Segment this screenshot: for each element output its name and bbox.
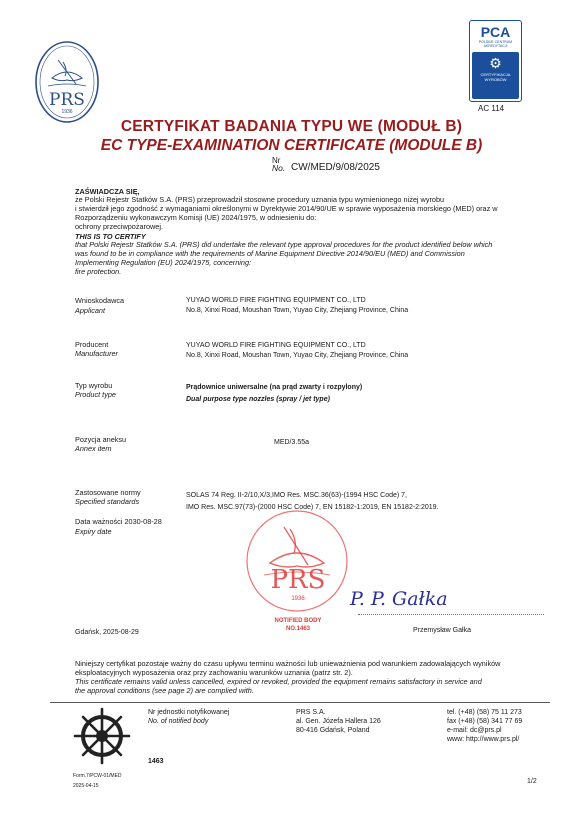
expiry-date: Data ważności 2030-08-28	[75, 517, 162, 526]
pca-cert1: CERTYFIKACJA	[480, 72, 511, 77]
pca-cert2: WYROBÓW	[484, 77, 507, 82]
statement-heading-pl: ZAŚWIADCZA SIĘ,	[75, 187, 140, 196]
ac-number: AC 114	[478, 104, 505, 113]
form-number: Form.7/PCW-01/MED	[73, 773, 122, 779]
standards-line: SOLAS 74 Reg. II-2/10,X/3,IMO Res. MSC.36(63)-(1994 HSC Code) 7,	[186, 492, 407, 499]
type-label-en: Product type	[75, 390, 116, 399]
validity-en: This certificate remains valid unless cancelled, expired or revoked, provided the equipment remains satisfactory in service and	[75, 677, 482, 686]
producer-name: YUYAO WORLD FIRE FIGHTING EQUIPMENT CO., LTD	[186, 342, 366, 349]
standards-label-en: Specified standards	[75, 497, 140, 506]
statement-pl-line: że Polski Rejestr Statków S.A. (PRS) przeprowadził stosowne procedury uznania typu wymienionego niżej wyrobu	[75, 195, 445, 204]
applicant-label-en: Applicant	[75, 306, 106, 315]
stamp-nb-line2: NO.1463	[285, 626, 310, 632]
stamp-year: 1936	[291, 596, 305, 602]
stamp-nb-line1: NOTIFIED BODY	[274, 618, 322, 624]
applicant-address: No.8, Xinxi Road, Moushan Town, Yuyao City, Zhejiang Province, China	[186, 307, 409, 314]
place-date: Gdańsk, 2025-08-29	[75, 629, 139, 636]
applicant-name: YUYAO WORLD FIRE FIGHTING EQUIPMENT CO., LTD	[186, 297, 366, 304]
producer-label-en: Manufacturer	[75, 349, 118, 358]
pca-badge	[469, 20, 522, 102]
statement-pl-line: ochrony przeciwpożarowej.	[75, 222, 164, 231]
statement-pl-line: Rozporządzeniu wykonawczym Komisji (UE) 2024/1975, w odniesieniu do:	[75, 213, 317, 222]
title-english: EC TYPE-EXAMINATION CERTIFICATE (MODULE B)	[100, 137, 483, 154]
page-number: 1/2	[527, 778, 537, 785]
nr-label: Nr	[272, 156, 281, 165]
expiry-label-en: Expiry date	[75, 527, 112, 536]
nb-number: 1463	[148, 758, 164, 765]
validity-pl: eksploatacyjnych wyposażenia oraz przy zachowaniu warunków uznania (patrz str. 2).	[75, 668, 353, 677]
pca-line2: AKREDYTACJI	[483, 44, 508, 48]
type-label-pl: Typ wyrobu	[75, 381, 113, 390]
applicant-label-pl: Wnioskodawca	[75, 296, 125, 305]
fax-number: fax (+48) (58) 341 77 69	[447, 718, 523, 725]
company-name: PRS S.A.	[296, 709, 326, 716]
validity-pl: Niniejszy certyfikat pozostaje ważny do czasu upływu terminu ważności lub unieważnienia pod warunkiem zadowalających wyników	[75, 659, 501, 668]
signature-line	[358, 614, 544, 615]
annex-label-en: Annex item	[75, 444, 112, 453]
ship-wheel-icon	[72, 706, 132, 766]
email-link[interactable]: e-mail: dc@prs.pl	[447, 727, 502, 734]
nb-label-pl: Nr jednostki notyfikowanej	[148, 709, 230, 716]
certificate-number: CW/MED/9/08/2025	[291, 162, 380, 173]
statement-en-line: that Polski Rejestr Statków S.A. (PRS) did undertake the relevant type approval procedures for the product identified below which	[75, 240, 493, 249]
annex-value: MED/3.55a	[274, 439, 310, 446]
product-type-en: Dual purpose type nozzles (spray / jet type)	[186, 396, 330, 403]
standards-line: IMO Res. MSC.97(73)-(2000 HSC Code) 7, EN 15182-1:2019, EN 15182-2:2019.	[186, 504, 439, 511]
stamp-prs-text: PRS	[270, 565, 326, 595]
statement-heading-en: THIS IS TO CERTIFY	[75, 232, 146, 241]
form-date: 2025-04-15	[73, 783, 99, 789]
footer-divider	[50, 702, 550, 703]
statement-en-line: fire protection.	[75, 267, 122, 276]
pca-line1: POLSKIE CENTRUM	[478, 40, 513, 44]
standards-label-pl: Zastosowane normy	[75, 488, 141, 497]
prs-logo-text: PRS	[49, 90, 85, 110]
signer-name: Przemysław Gałka	[413, 627, 471, 634]
producer-address: No.8, Xinxi Road, Moushan Town, Yuyao City, Zhejiang Province, China	[186, 352, 409, 359]
nb-label-en: No. of notified body	[148, 718, 209, 725]
validity-en: the approval conditions (see page 2) are complied with.	[75, 686, 254, 695]
pca-cert-panel	[472, 52, 519, 99]
producer-label-pl: Producent	[75, 340, 109, 349]
pca-logo-text: PCA	[480, 24, 511, 40]
company-address2: 80-416 Gdańsk, Poland	[296, 727, 370, 734]
statement-en-line: Implementing Regulation (EU) 2024/1975, concerning:	[75, 258, 252, 267]
handwritten-signature: P. P. Gałka	[350, 588, 448, 610]
company-address1: al. Gen. Józefa Hallera 126	[296, 718, 381, 725]
statement-pl-line: i stwierdził jego zgodność z wymaganiami określonymi w Dyrektywie 2014/90/UE w sprawie wyposażenia morskiego (MED) oraz w	[75, 204, 498, 213]
product-type-pl: Prądownice uniwersalne (na prąd zwarty i rozpylony)	[186, 384, 363, 391]
gear-icon: ⚙	[489, 55, 502, 71]
website-link[interactable]: www: http://www.prs.pl/	[447, 736, 520, 743]
title-polish: CERTYFIKAT BADANIA TYPU WE (MODUŁ B)	[120, 118, 463, 135]
prs-logo-year: 1936	[61, 109, 73, 115]
no-label: No.	[272, 163, 286, 173]
annex-label-pl: Pozycja aneksu	[75, 435, 127, 444]
statement-en-line: was found to be in compliance with the requirements of Marine Equipment Directive 2014/90/EU (MED) and Commission	[75, 249, 465, 258]
phone-number: tel. (+48) (58) 75 11 273	[447, 709, 522, 716]
